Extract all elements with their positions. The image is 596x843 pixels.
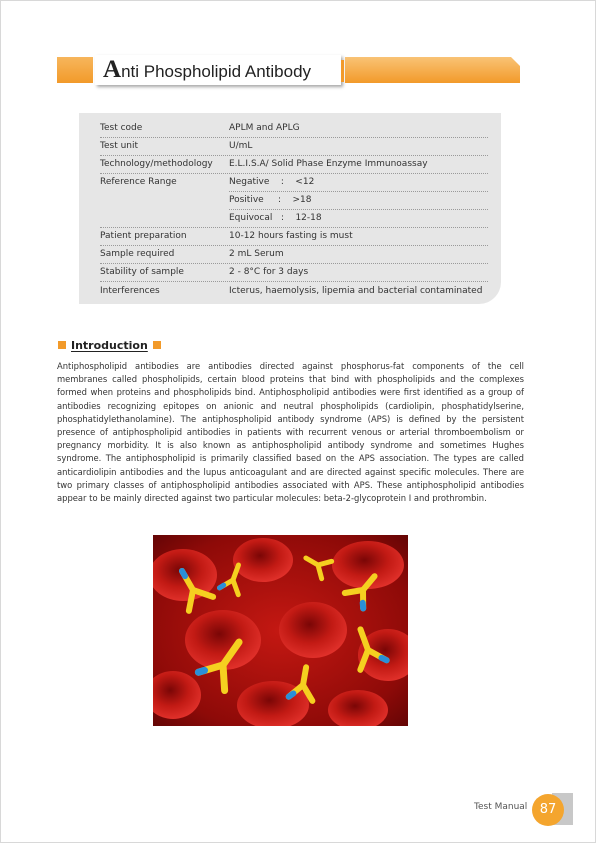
info-row-reference-range bbox=[100, 174, 488, 191]
info-value: 2 - 8°C for 3 days bbox=[229, 267, 309, 277]
info-label: Test unit bbox=[100, 141, 139, 151]
info-label: Stability of sample bbox=[100, 267, 184, 277]
info-value: APLM and APLG bbox=[229, 123, 300, 133]
title-initial: A bbox=[103, 56, 122, 83]
title-right-bar bbox=[345, 57, 520, 83]
info-row-technology bbox=[100, 156, 488, 174]
title-rest: nti Phospholipid Antibody bbox=[121, 62, 312, 81]
info-row-test-unit bbox=[100, 138, 488, 156]
info-label: Reference Range bbox=[100, 177, 177, 187]
info-row-stability bbox=[100, 264, 488, 282]
info-label: Test code bbox=[100, 123, 143, 133]
info-label: Interferences bbox=[100, 286, 160, 296]
info-value: E.L.I.S.A/ Solid Phase Enzyme Immunoassay bbox=[229, 159, 428, 169]
info-row-test-code bbox=[100, 120, 488, 138]
info-label: Technology/methodology bbox=[100, 159, 213, 169]
introduction-body: Antiphospholipid antibodies are antibodies directed against phosphorus-fat components of the cell membranes called phospholipids, certain blood proteins that bind with phospholipids and the complexes formed when proteins and phospholipids bind. Antiphospholipid antibodies were first identified as a group of antibodies recognizing epitopes on anionic and neutral phospholipids (cardiolipin, phosphatidylserine, phosphatidylethanolamine). The antiphospholipid antibody syndrome (APS) is defined by the persistent presence of antiphospholipid antibodies in patients with recurrent venous or arterial thromboembolism or pregnancy morbidity. It is also known as antiphospholipid antibody syndrome and sometimes Hughes syndrome. The antiphospholipid is primarily classified based on the APS association. The types are called anticardiolipin antibodies and the lupus anticoagulant and are directed against specific molecules. There are two primary classes of antiphospholipid antibodies associated with APS. These antiphospholipid antibodies appear to be mainly directed against two particular molecules: beta-2-glycoprotein I and prothrombin. bbox=[57, 361, 524, 504]
title-left-bar bbox=[57, 57, 93, 83]
info-row-interferences bbox=[100, 283, 488, 300]
reference-equivocal: Equivocal : 12-18 bbox=[229, 213, 322, 223]
reference-positive: Positive : >18 bbox=[229, 195, 488, 210]
introduction-heading-label: Introduction bbox=[71, 339, 148, 352]
info-value: U/mL bbox=[229, 141, 253, 151]
reference-negative: Negative : <12 bbox=[229, 177, 488, 192]
info-row-patient-preparation bbox=[100, 228, 488, 246]
footer-label: Test Manual bbox=[474, 802, 528, 812]
info-label: Sample required bbox=[100, 249, 175, 259]
introduction-heading bbox=[58, 339, 161, 353]
info-row-reference-equivocal bbox=[100, 210, 488, 228]
orange-square-icon bbox=[153, 341, 161, 349]
page-title bbox=[103, 57, 311, 82]
info-value: 2 mL Serum bbox=[229, 249, 284, 259]
info-value: 10-12 hours fasting is must bbox=[229, 231, 353, 241]
page-number: 87 bbox=[532, 794, 564, 826]
info-label: Patient preparation bbox=[100, 231, 187, 241]
antibody-illustration bbox=[153, 535, 408, 726]
info-value: Icterus, haemolysis, lipemia and bacterial contaminated bbox=[229, 286, 483, 296]
orange-square-icon bbox=[58, 341, 66, 349]
info-row-sample-required bbox=[100, 246, 488, 264]
info-row-reference-positive bbox=[100, 192, 488, 209]
title-accent bbox=[341, 60, 344, 82]
